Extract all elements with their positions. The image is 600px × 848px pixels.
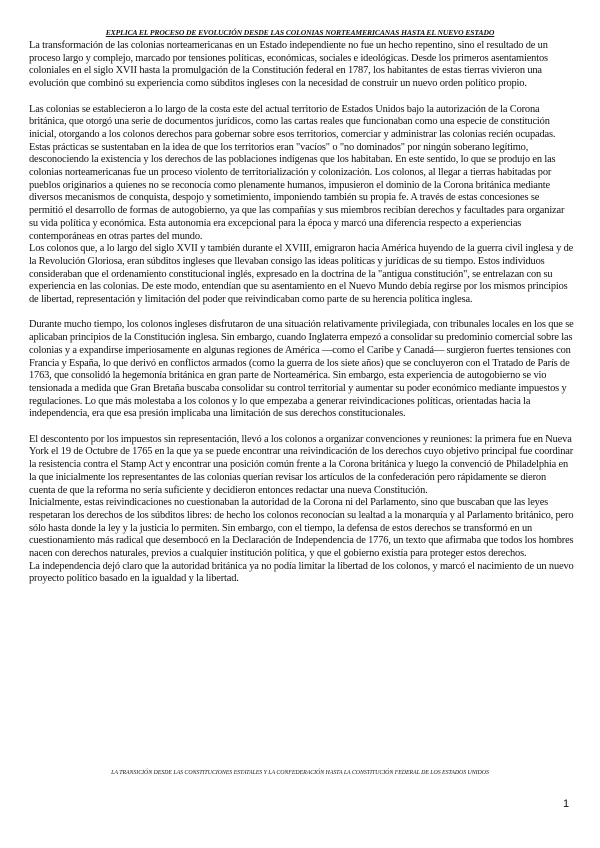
paragraph-claims: Inicialmente, estas reivindicaciones no cuestionaban la autoridad de la Corona ni del Parlamento, sino que buscaban que las leyes respetaran los derechos de los súbditos libres: de hecho los colonos reconocían su lealtad a la monarquía y al Parlamento británico, pero sólo hasta donde la ley y la justicia lo permiten. Sin embargo, con el tiempo, la defensa de estos derechos se transformó en un cuestionamiento más radical que desembocó en la Declaración de Independencia de 1776, un texto que afirmaba que todos los hombres nacen con derechos naturales, previos a cualquier institución política, y que el gobierno existía para proteger estos derechos. xyxy=(29,497,574,560)
page-footer: LA TRANSICIÓN DESDE LAS CONSTITUCIONES ESTATALES Y LA CONFEDERACIÓN HASTA LA CONSTITUCIÓN FEDERAL DE LOS ESTADOS UNIDOS xyxy=(111,770,489,776)
paragraph-colonists: Los colonos que, a lo largo del siglo XVII y también durante el XVIII, emigraron hacia América huyendo de la guerra civil inglesa y de la Revolución Gloriosa, eran súbditos ingleses que llevaban consigo las ideas políticas y jurídicas de su tiempo. Estos individuos consideraban que el ordenamiento constitucional inglés, expresado en la doctrina de la "antigua constitución", se entrelazan con su experiencia en las colonias. De este modo, entendían que su asentamiento en el Nuevo Mundo debía regirse por los mismos principios de libertad, representación y limitación del poder que reivindicaban como parte de su herencia política inglesa. xyxy=(29,243,574,306)
paragraph-independence: La independencia dejó claro que la autoridad británica ya no podía limitar la libertad de los colonos, y marcó el nacimiento de un nuevo proyecto político basado en la igualdad y la libertad. xyxy=(29,560,574,585)
paragraph-privileges: Durante mucho tiempo, los colonos ingleses disfrutaron de una situación relativamente privilegiada, con tribunales locales en los que se aplicaban principios de la Constitución inglesa. Sin embargo, cuando Inglaterra empezó a consolidar su predominio comercial sobre las colonias y a expandirse imperiosamente en algunas regiones de América —como el Caribe y Canadá— surgieron fuertes tensiones con Francia y España, lo que derivó en conflictos armados (como la guerra de los siete años) que se concluyeron con el Tratado de París de 1763, que consolidó la hegemonía británica en gran parte de Norteamérica. Sin embargo, esta experiencia de autogobierno se vio tensionada a medida que Gran Bretaña buscaba consolidar su control territorial y aumentar su poder económico mediante impuestos y regulaciones. Lo que más molestaba a los colonos y lo que empezaba a generar reivindicaciones políticas, orientadas hacia la independencia, era que esa presión implicaba una limitación de sus derechos constitucionales. xyxy=(29,319,574,420)
document-body xyxy=(29,40,574,586)
page-header: EXPLICA EL PROCESO DE EVOLUCIÓN DESDE LAS COLONIAS NORTEAMERICANAS HASTA EL NUEVO ESTADO xyxy=(105,28,495,37)
paragraph-practices: Estas prácticas se sustentaban en la idea de que los territorios eran "vacíos" o "no dominados" por ningún soberano legítimo, desconociendo la existencia y los derechos de las poblaciones indígenas que los habitaban. En este sentido, lo que se produjo en las colonias norteamericanas fue un proceso violento de territorialización y colonización. Los colonos, al llegar a tierras habitadas por pueblos originarios a quienes no se reconocía como plenamente humanos, impusieron el dominio de la Corona británica mediante diversos mecanismos de conquista, despojo y sometimiento, imponiendo también su propia fe. A través de estas concesiones se permitió el desarrollo de formas de autogobierno, ya que las compañías y sus miembros recibían derechos y facultades para organizar su vida política y económica. Esta autonomía era excepcional para la época y marcó una diferencia respecto a experiencias contemporáneas en otras partes del mundo. xyxy=(29,141,565,242)
paragraph-discontent: El descontento por los impuestos sin representación, llevó a los colonos a organizar convenciones y reuniones: la primera fue en Nueva York el 19 de Octubre de 1765 en la que ya se puede encontrar una reivindicación de los derechos cuyo objetivo principal fue coordinar la resistencia contra el Stamp Act y encontrar una posición común frente a la Corona británica y luego la convenció de Philadelphia en la que inicialmente los representantes de las colonias querían revisar los artículos de la confederación pero rápidamente se dieron cuenta de que la reforma no sería suficiente y decidieron entonces redactar una nueva Constitución. xyxy=(29,433,574,496)
paragraph-colonies: Las colonias se establecieron a lo largo de la costa este del actual territorio de Estados Unidos bajo la autorización de la Corona británica, que otorgó una serie de documentos jurídicos, como las cartas reales que funcionaban como una especie de constitución inicial, otorgando a los colonos derechos para gobernar sobre esos territorios, comerciar y administrar las colonias recién ocupadas. xyxy=(29,103,556,140)
paragraph-intro: La transformación de las colonias norteamericanas en un Estado independiente no fue un hecho repentino, sino el resultado de un proceso largo y complejo, marcado por tensiones políticas, económicas, sociales e ideológicas. Desde los primeros asentamientos coloniales en el siglo XVII hasta la promulgación de la Constitución federal en 1787, los habitantes de estas tierras vivieron una evolución que combinó su experiencia como súbditos ingleses con la necesidad de construir un nuevo orden político propio. xyxy=(29,40,548,90)
page-number: 1 xyxy=(563,798,570,810)
